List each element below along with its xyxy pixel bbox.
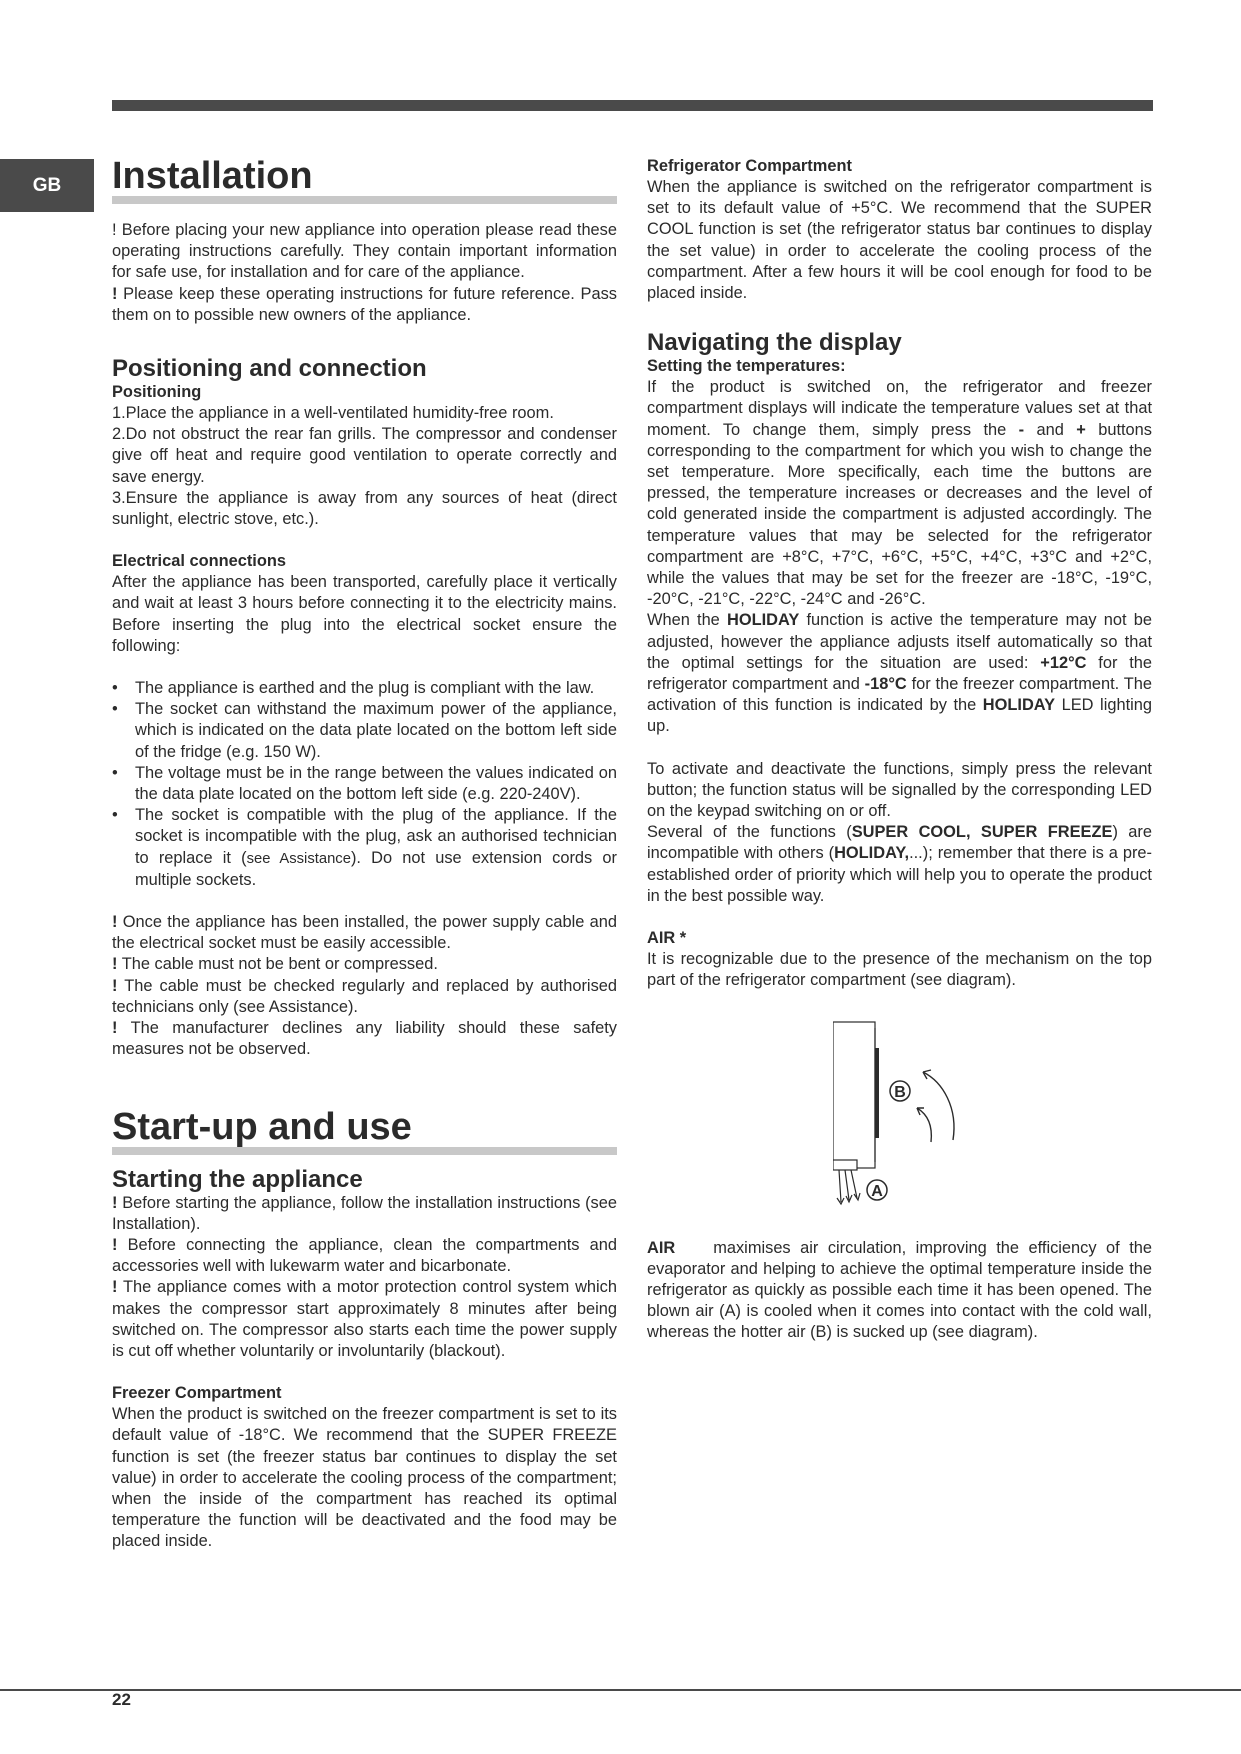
list-item: • The socket is compatible with the plug of the appliance. If the socket is incompatible with the plug, ask an authorised technician to replace it (see Assistance). Do not use extension cords or multiple sockets. bbox=[135, 805, 617, 891]
page-number: 22 bbox=[112, 1690, 131, 1709]
warning-3: ! The cable must be checked regularly and replaced by authorised technicians only (see Assistance). bbox=[112, 976, 617, 1016]
arrow-b-outer bbox=[923, 1072, 954, 1140]
setting-temperatures-subheading: Setting the temperatures: bbox=[647, 357, 846, 376]
positioning-subheading: Positioning bbox=[112, 383, 202, 402]
footer-rule bbox=[0, 1689, 1241, 1691]
positioning-step-2: 2.Do not obstruct the rear fan grills. The compressor and condenser give off heat and require good ventilation to operate correctly and save energy. bbox=[112, 425, 617, 486]
startup-heading: Start-up and use bbox=[112, 1103, 617, 1155]
several-functions-paragraph: Several of the functions (SUPER COOL, SUPER FREEZE) are incompatible with others (HOLIDAY,...); remember that there is a pre-established order of priority which will help you to operate the product in the best possible way. bbox=[647, 823, 1153, 905]
label-b: B bbox=[894, 1083, 906, 1101]
arrow-a bbox=[839, 1170, 857, 1202]
activate-paragraph: To activate and deactivate the functions, simply press the relevant button; the function status will be signalled by the corresponding LED on the keypad switching on or off. bbox=[647, 759, 1152, 821]
warning-1: ! Once the appliance has been installed, the power supply cable and the electrical socket must be easily accessible. bbox=[112, 913, 617, 953]
see-assistance-ref: see Assistance bbox=[246, 850, 351, 867]
temperature-paragraph: If the product is switched on, the refrigerator and freezer compartment displays will indicate the temperature values set at that moment. To change them, simply press the - and + buttons corresponding to the compartment for which you wish to change the set temperature. More specifically, each time the buttons are pressed, the temperature increases or decreases and the level of cold generated inside the compartment is adjusted accordingly. The temperature values that may be selected for the refrigerator compartment are +8°C, +7°C, +6°C, +5°C, +4°C, +3°C and +2°C, while the values that may be set for the freezer are -18°C, -19°C, -20°C, -21°C, -22°C, -24°C and -26°C. bbox=[647, 378, 1152, 609]
start-note-1: ! Before starting the appliance, follow the installation instructions (see Installation). bbox=[112, 1193, 617, 1233]
fridge-body bbox=[833, 1022, 875, 1168]
freezer-paragraph: When the product is switched on the freezer compartment is set to its default value of -18°C. We recommend that the SUPER FREEZE function is set (the freezer status bar continues to display the set value) in order to accelerate the cooling process of the compartment; when the inside of the compartment has reached its optimal temperature the function will be deactivated and the food may be placed inside. bbox=[112, 1405, 617, 1551]
list-item: • The socket can withstand the maximum power of the appliance, which is indicated on the data plate located on the bottom left side of the fridge (e.g. 150 W). bbox=[135, 699, 617, 763]
right-column bbox=[647, 156, 1157, 1344]
list-item: • The voltage must be in the range between the values indicated on the data plate located on the bottom left side (e.g. 220-240V). bbox=[135, 763, 617, 805]
warning-4: ! The manufacturer declines any liability should these safety measures not be observed. bbox=[112, 1019, 617, 1059]
freezer-subheading: Freezer Compartment bbox=[112, 1384, 282, 1403]
starting-appliance-heading: Starting the appliance bbox=[112, 1165, 363, 1193]
left-column bbox=[112, 152, 617, 1553]
positioning-connection-heading: Positioning and connection bbox=[112, 355, 427, 383]
electrical-checklist bbox=[112, 678, 617, 891]
start-note-2: ! Before connecting the appliance, clean the compartments and accessories well with lukewarm water and bicarbonate. bbox=[112, 1235, 617, 1276]
installation-heading: Installation bbox=[112, 152, 617, 204]
intro-paragraph-1: ! Before placing your new appliance into operation please read these operating instructions carefully. They contain important information for safe use, for installation and for care of the appliance. bbox=[112, 221, 617, 282]
language-tab: GB bbox=[0, 159, 94, 212]
air-flow-diagram bbox=[833, 1012, 973, 1212]
fridge-base bbox=[833, 1160, 857, 1170]
positioning-step-1: 1.Place the appliance in a well-ventilated humidity-free room. bbox=[112, 404, 554, 423]
top-rule bbox=[112, 100, 1153, 111]
positioning-step-3: 3.Ensure the appliance is away from any sources of heat (direct sunlight, electric stove, etc.). bbox=[112, 488, 617, 529]
air-subheading: AIR * bbox=[647, 929, 687, 948]
navigating-display-heading: Navigating the display bbox=[647, 329, 902, 357]
holiday-paragraph: When the HOLIDAY function is active the temperature may not be adjusted, however the appliance adjusts itself automatically so that the optimal settings for the situation are used: +12°C for the refrigerator compartment and -18°C for the freezer compartment. The activation of this function is indicated by the HOLIDAY LED lighting up. bbox=[647, 611, 1152, 736]
air-intro-paragraph: It is recognizable due to the presence of the mechanism on the top part of the refrigerator compartment (see diagram). bbox=[647, 950, 1152, 990]
fridge-subheading: Refrigerator Compartment bbox=[647, 157, 852, 175]
fridge-paragraph: When the appliance is switched on the refrigerator compartment is set to its default value of +5°C. We recommend that the SUPER COOL function is set (the refrigerator status bar continues to display the set value) in order to accelerate the cooling process of the compartment. After a few hours it will be cool enough for food to be placed inside. bbox=[647, 178, 1152, 303]
list-item: • The appliance is earthed and the plug is compliant with the law. bbox=[135, 678, 617, 699]
electrical-subheading: Electrical connections bbox=[112, 552, 286, 571]
label-a: A bbox=[871, 1182, 883, 1200]
warning-2: ! The cable must not be bent or compressed. bbox=[112, 955, 438, 974]
intro-paragraph-2: ! Please keep these operating instructions for future reference. Pass them on to possible new owners of the appliance. bbox=[112, 284, 617, 324]
start-note-3: ! The appliance comes with a motor protection control system which makes the compressor start approximately 8 minutes after being switched on. The compressor also starts each time the power supply is cut off whether voluntarily or involuntarily (blackout). bbox=[112, 1278, 617, 1360]
electrical-intro: After the appliance has been transported, carefully place it vertically and wait at least 3 hours before connecting it to the electricity mains. Before inserting the plug into the electrical socket ensure the following: bbox=[112, 573, 617, 655]
air-description-paragraph: AIR maximises air circulation, improving the efficiency of the evaporator and helping to achieve the optimal temperature inside the refrigerator as quickly as possible each time it has been opened. The blown air (A) is cooled when it comes into contact with the cold wall, whereas the hotter air (B) is sucked up (see diagram). bbox=[647, 1238, 1157, 1342]
